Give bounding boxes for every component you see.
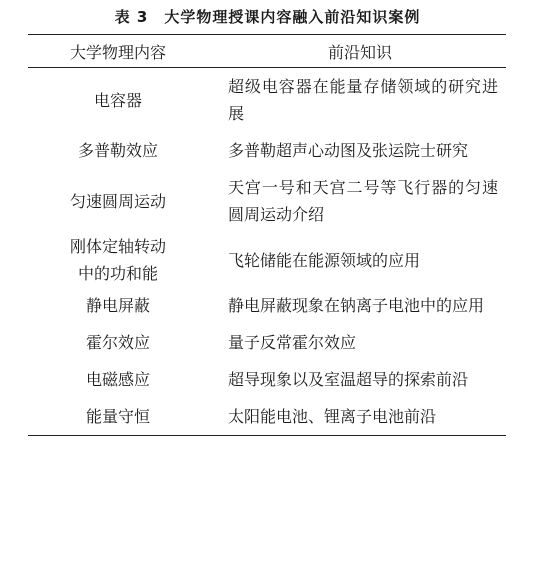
table-row <box>28 233 506 287</box>
row-frontier-cell: 飞轮储能在能源领域的应用 <box>228 250 421 270</box>
row-content-cell: 霍尔效应 <box>85 333 150 352</box>
row-frontier-cell: 天宫一号和天宫二号等飞行器的匀速圆周运动介绍 <box>228 178 498 224</box>
table-row <box>28 398 506 436</box>
table-row <box>28 324 506 361</box>
cases-table <box>28 34 506 436</box>
row-content-cell: 能量守恒 <box>28 398 208 436</box>
row-frontier-cell: 超导现象以及室温超导的探索前沿 <box>228 370 469 389</box>
table-number: 表 3 <box>114 8 149 26</box>
row-frontier-cell: 超级电容器在能量存储领域的研究进展 <box>228 77 498 123</box>
table-row <box>28 287 506 324</box>
row-frontier-cell: 多普勒超声心动图及张运院士研究 <box>228 141 469 160</box>
table-caption <box>0 6 535 27</box>
table-title: 大学物理授课内容融入前沿知识案例 <box>164 8 421 26</box>
header-physics-content: 大学物理内容 <box>28 35 208 68</box>
table-row <box>28 68 506 133</box>
row-frontier-cell: 静电屏蔽现象在钠离子电池中的应用 <box>228 296 485 315</box>
row-frontier-cell: 太阳能电池、锂离子电池前沿 <box>208 398 506 436</box>
table-row <box>28 361 506 398</box>
header-frontier-knowledge: 前沿知识 <box>208 35 506 68</box>
row-content-cell: 刚体定轴转动 中的功和能 <box>69 237 166 283</box>
table-row <box>28 132 506 169</box>
row-content-cell: 电磁感应 <box>85 370 150 389</box>
table-header-row <box>28 35 506 68</box>
row-frontier-cell: 量子反常霍尔效应 <box>228 333 357 352</box>
table-row <box>28 169 506 233</box>
row-content-cell: 多普勒效应 <box>77 141 158 160</box>
row-content-cell: 电容器 <box>93 90 142 110</box>
row-content-cell: 匀速圆周运动 <box>69 191 166 211</box>
row-content-cell: 静电屏蔽 <box>85 296 150 315</box>
